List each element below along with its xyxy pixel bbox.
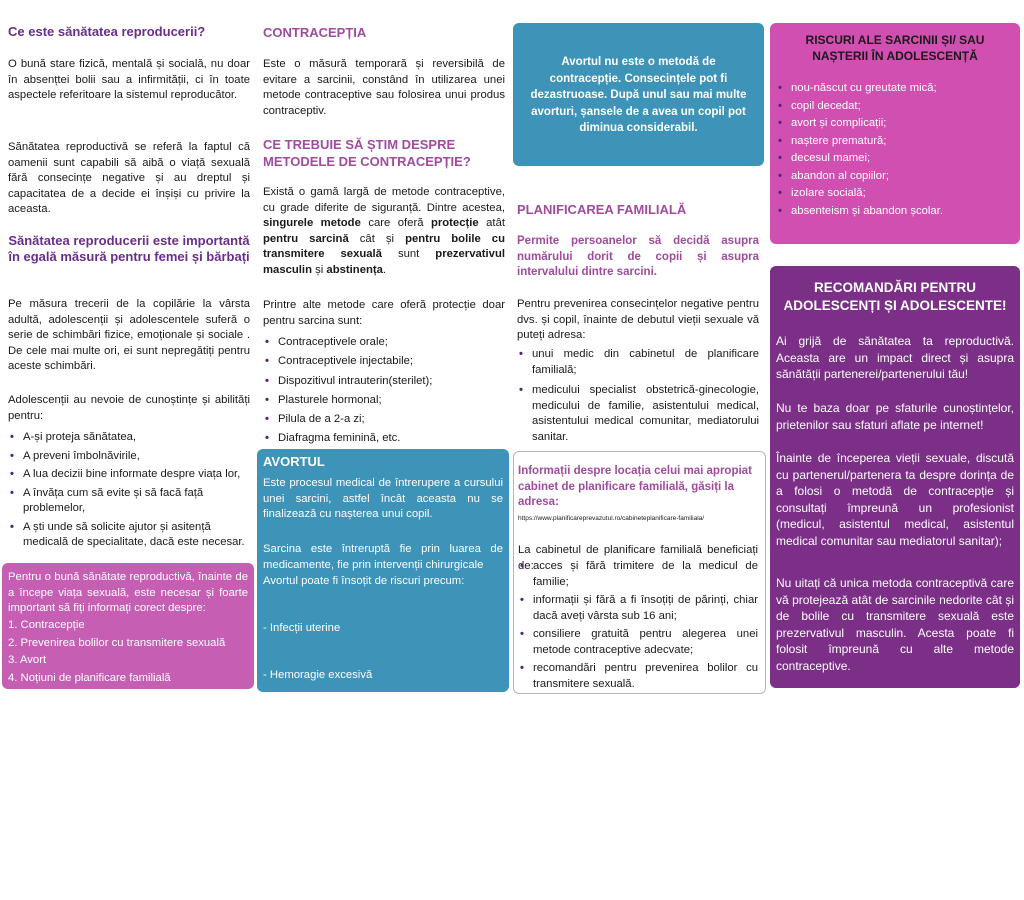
list-item: 3. Avort <box>8 654 47 666</box>
list-item: • avort și complicații; <box>776 115 1012 133</box>
definition-paragraph: O bună stare fizică, mentală și socială, nu doar în absențtei bolii sau a infirmității, ci în toate aspectele referitoare la sistemul reproducător. <box>8 58 250 101</box>
section-title-family-planning: PLANIFICAREA FAMILIALĂ <box>517 202 687 217</box>
list-item: • naștere prematură; <box>776 133 1012 151</box>
risks-box <box>770 23 1020 244</box>
list-item: - Infecții uterine <box>263 622 341 634</box>
cabinet-info-title: Informații despre locația celui mai apropiat cabinet de planificare familială, găsiți la adresa: <box>518 465 752 508</box>
needs-paragraph: Adolescenții au nevoie de cunoștințe și abilități pentru: <box>8 394 250 422</box>
list-item: - Deces, etc. <box>263 854 327 867</box>
list-item: • Diafragma feminină, etc. <box>263 429 505 448</box>
section-title-equal-importance: Sănătatea reproducerii este importantă în egală măsură pentru femei și bărbați <box>8 233 250 264</box>
list-item: • Pilula de a 2-a zi; <box>263 410 505 429</box>
info-topics-intro: Pentru o bună sănătate reproductivă, înainte de a începe viața sexuală, este necesar și foarte important să fiți informați corect despre: <box>8 571 248 614</box>
list-item: • recomandări pentru prevenirea bolilor cu transmitere sexuală. <box>518 661 758 692</box>
risks-list <box>776 80 1012 220</box>
prevention-paragraph: Pentru prevenirea consecințelor negative pentru dvs. și copil, înainte de debutul vieții sexuale vă puteți adresa: <box>517 298 759 341</box>
family-planning-subtitle: Permite persoanelor să decidă asupra numărului dorit de copii și asupra intervalului dintre sarcini. <box>517 235 759 278</box>
list-item: • Dispozitivul intrauterin(sterilet); <box>263 372 505 391</box>
list-item: • A lua decizii bine informate despre viața lor, <box>8 467 250 483</box>
list-item: • abandon al copiilor; <box>776 168 1012 186</box>
info-topics-box <box>2 563 254 689</box>
recommendation-1: Ai grijă de sănătatea ta reproductivă. Aceasta are un impact direct și asupra sănătății partenerei/partenerului tău! <box>776 334 1014 381</box>
cabinet-info-box <box>513 451 766 694</box>
list-item: (avort incomplet) <box>263 761 354 774</box>
list-item: • consiliere gratuită pentru alegerea unei metode contraceptive adecvate; <box>518 627 758 658</box>
list-item: • nou-născut cu greutate mică; <box>776 80 1012 98</box>
list-item: • acces și fără trimitere de la medicul de familie; <box>518 559 758 590</box>
section-title-methods: CE TREBUIE SĂ ȘTIM DESPRE METODELE DE CONTRACEPȚIE? <box>263 137 471 169</box>
recommendation-4: Nu uitați că unica metoda contraceptivă care vă protejează atât de sarcinile nedorite cât și de bolile cu transmitere sexuală este prezervativul masculin. Acesta poate fi folosit împreună cu alte metode contraceptive. <box>776 576 1014 673</box>
abortion-title: AVORTUL <box>263 454 325 469</box>
abortion-risks-list <box>263 590 503 900</box>
list-item: • A ști unde să solicite ajutor și asitență medicală de specialitate, dacă este necesar. <box>8 520 250 551</box>
contraception-definition: Este o măsură temporară și reversibilă de evitare a sarcinii, constând în utilizarea unei metode contraceptive sau folosirea unui produs contraceptiv. <box>263 58 505 117</box>
list-item: • A-și proteja sănătatea, <box>8 430 250 446</box>
list-item: • izolare socială; <box>776 185 1012 203</box>
list-item: 2. Prevenirea bolilor cu transmitere sexuală <box>8 636 226 649</box>
list-item: • copil decedat; <box>776 98 1012 116</box>
abortion-box <box>257 449 509 867</box>
list-item: - Resturi embrionare restante în uter <box>263 715 446 727</box>
other-methods-paragraph: Printre alte metode care oferă protecție doar pentru sarcina sunt: <box>263 299 505 327</box>
list-item: • unui medic din cabinetul de planificare familială; <box>517 347 759 378</box>
needs-list <box>8 430 250 551</box>
list-item: • Contraceptivele injectabile; <box>263 352 505 371</box>
abortion-warning-box <box>513 23 764 166</box>
list-item: 4. Noțiuni de planificare familială <box>8 671 171 684</box>
methods-paragraph: Există o gamă largă de metode contraceptive, cu grade diferite de siguranță. Dintre acestea, singurele metode care oferă protecție atât pentru sarcină cât și pentru bolile cu transmitere sexuală sunt prezervativul masculin și abstinența. <box>263 186 505 276</box>
abortion-risks-intro: Avortul poate fi însoțit de riscuri precum: <box>263 575 465 587</box>
cabinet-benefits-list <box>518 559 758 692</box>
list-item: - Leziuni ale colului uterin <box>263 808 391 820</box>
rights-paragraph: Sănătatea reproductivă se referă la faptul că oamenii sunt capabili să aibă o viață sexuală fără consecințe negative și au dreptul și capacitatea de a decide ei înșiși cu privire la aceasta. <box>8 141 250 215</box>
abortion-definition: Este procesul medical de întrerupere a cursului unei sarcini, astfel încât aceasta nu se finalizează cu nașterea unui copil. <box>263 477 503 520</box>
abortion-methods: Sarcina este întreruptă fie prin luarea de medicamente, fie prin intervenții chirurgicale <box>263 543 503 571</box>
abortion-warning-text: Avortul nu este o metodă de contracepție. Consecințele pot fi dezastruoase. După unul sau mai multe avorturi, șansele de a avea un copil pot diminua considerabil. <box>530 56 747 134</box>
list-item: • Contraceptivele orale; <box>263 333 505 352</box>
list-item: • medicului specialist obstetrică-ginecologie, medicului de familie, asistentului medical, asistentului medical comunitar, mediatorului sanitar. <box>517 383 759 445</box>
cabinet-benefits-intro: La cabinetul de planificare familială beneficiați de: <box>518 544 758 572</box>
list-item: • decesul mamei; <box>776 150 1012 168</box>
list-item: - Hemoragie excesivă <box>263 668 373 681</box>
list-item: 1. Contracepție <box>8 619 85 631</box>
section-title-reproductive-health: Ce este sănătatea reproducerii? <box>8 24 206 39</box>
pregnancy-methods-list <box>263 333 505 449</box>
recommendation-3: Înainte de începerea vieții sexuale, discută cu partenerul/partenera ta despre dorința de a folosi o metodă de contracepție și consultați împreună un profesionist (medicul, asistentul medical, asistentul medical comunitar sau mediatorul sanitar); <box>776 451 1014 548</box>
recommendations-title: RECOMANDĂRI PENTRU ADOLESCENȚI ȘI ADOLESCENTE! <box>783 280 1007 313</box>
cabinet-url-link[interactable]: https://www.planificareprevazutul.ro/cabineteplanificare-familiala/ <box>518 515 705 522</box>
section-title-contraception: CONTRACEPȚIA <box>263 25 367 40</box>
list-item: • A preveni îmbolnăvirile, <box>8 449 250 465</box>
recommendation-2: Nu te baza doar pe sfaturile cunoștințelor, prietenilor sau sfaturi aflate pe internet! <box>776 401 1014 432</box>
list-item: • informații și fără a fi însoțiți de părinți, chiar dacă aveți vârsta sub 16 ani; <box>518 593 758 624</box>
list-item: • Plasturele hormonal; <box>263 391 505 410</box>
transition-paragraph: Pe măsura trecerii de la copilărie la vârsta adultă, adolescenții și adolescentele suferă o serie de schimbări fizice, emoționale și sociale . De cele mai multe ori, ei sunt nepregătiți pentru aceste schimbări. <box>8 298 250 372</box>
risks-title: RISCURI ALE SARCINII ȘI/ SAU NAȘTERII ÎN ADOLESCENȚĂ <box>805 33 985 63</box>
specialists-list <box>517 347 759 445</box>
info-topics-list <box>8 618 248 686</box>
list-item: • A învăța cum să evite și să facă față problemelor, <box>8 486 250 517</box>
list-item: • absenteism și abandon școlar. <box>776 203 1012 221</box>
recommendations-box <box>770 266 1020 688</box>
